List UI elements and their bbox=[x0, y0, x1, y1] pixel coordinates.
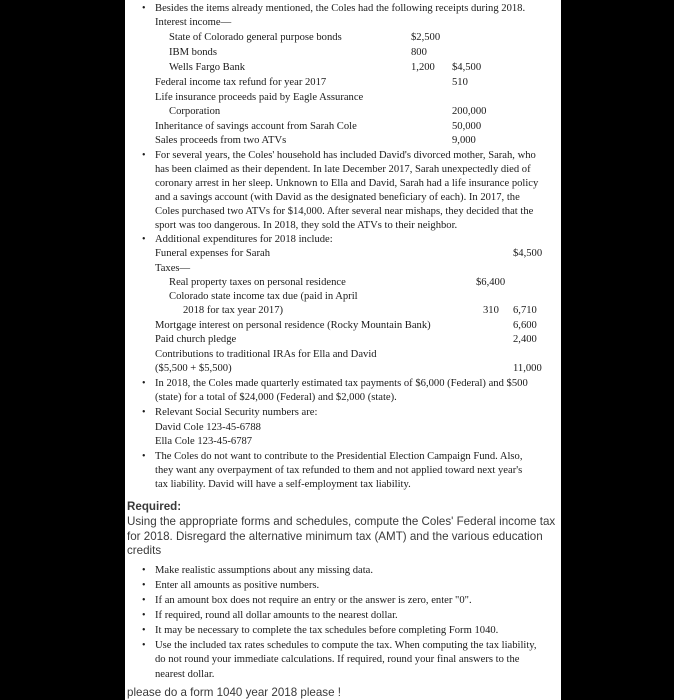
fact-line bbox=[125, 148, 561, 163]
question-page bbox=[125, 0, 561, 700]
required-heading-text: Required: bbox=[127, 500, 182, 513]
bullet-icon: • bbox=[142, 625, 146, 636]
instruction-item bbox=[125, 667, 561, 682]
bullet-icon: • bbox=[142, 150, 146, 161]
instruction-item bbox=[125, 563, 561, 578]
instruction-text: nearest dollar. bbox=[155, 669, 215, 680]
fact-text: Coles purchased two ATVs for $14,000. After several near mishaps, they decided that the bbox=[155, 206, 534, 217]
fact-text: Real property taxes on personal residence bbox=[169, 277, 346, 288]
fact-line bbox=[125, 275, 561, 290]
fact-text: IBM bonds bbox=[169, 47, 217, 58]
fact-text: they want any overpayment of tax refunded to them and not applied toward next year's bbox=[155, 465, 523, 476]
fact-line bbox=[125, 119, 561, 134]
amount: $4,500 bbox=[513, 248, 543, 259]
amount: 310 bbox=[483, 305, 499, 316]
fact-text: Sales proceeds from two ATVs bbox=[155, 135, 287, 146]
fact-line bbox=[125, 190, 561, 205]
fact-line bbox=[125, 347, 561, 362]
fact-text: sport was too dangerous. In 2018, they sold the ATVs to their neighbor. bbox=[155, 220, 458, 231]
fact-line bbox=[125, 218, 561, 233]
fact-line bbox=[125, 162, 561, 177]
fact-text: has been claimed as their dependent. In late December 2017, Sarah unexpectedly died of bbox=[155, 164, 531, 175]
fact-text: The Coles do not want to contribute to the Presidential Election Campaign Fund. Also, bbox=[155, 451, 523, 462]
fact-text: Additional expenditures for 2018 include: bbox=[155, 234, 333, 245]
required-line bbox=[125, 514, 561, 529]
fact-line bbox=[125, 477, 561, 492]
instruction-item bbox=[125, 623, 561, 638]
amount: 2,400 bbox=[513, 334, 537, 345]
fact-text: Corporation bbox=[169, 106, 221, 117]
fact-text: Besides the items already mentioned, the Coles had the following receipts during 2018. bbox=[155, 3, 526, 14]
fact-line bbox=[125, 376, 561, 391]
fact-line bbox=[125, 261, 561, 276]
amount: 6,600 bbox=[513, 320, 537, 331]
bullet-icon: • bbox=[142, 610, 146, 621]
fact-text: In 2018, the Coles made quarterly estimated tax payments of $6,000 (Federal) and $500 bbox=[155, 378, 528, 389]
instruction-item bbox=[125, 608, 561, 623]
instruction-text: do not round your immediate calculations. If required, round your final answers to the bbox=[155, 654, 520, 665]
fact-line bbox=[125, 303, 561, 318]
instruction-text: Use the included tax rates schedules to compute the tax. When computing the tax liability, bbox=[155, 640, 537, 651]
amount: 200,000 bbox=[452, 106, 487, 117]
fact-text: Federal income tax refund for year 2017 bbox=[155, 77, 327, 88]
fact-line bbox=[125, 434, 561, 449]
amount: 11,000 bbox=[513, 363, 542, 374]
fact-text: Funeral expenses for Sarah bbox=[155, 248, 271, 259]
amount: 50,000 bbox=[452, 121, 482, 132]
amount: 800 bbox=[411, 47, 427, 58]
fact-text: State of Colorado general purpose bonds bbox=[169, 32, 342, 43]
fact-text: ($5,500 + $5,500) bbox=[155, 363, 232, 374]
fact-text: Inheritance of savings account from Sarah Cole bbox=[155, 121, 357, 132]
fact-line bbox=[125, 318, 561, 333]
fact-line bbox=[125, 30, 561, 45]
required-line bbox=[125, 543, 561, 558]
fact-line bbox=[125, 90, 561, 105]
fact-line bbox=[125, 176, 561, 191]
fact-line bbox=[125, 390, 561, 405]
user-note bbox=[125, 685, 561, 700]
bullet-icon: • bbox=[142, 595, 146, 606]
fact-text: Colorado state income tax due (paid in April bbox=[169, 291, 358, 302]
amount: $4,500 bbox=[452, 62, 482, 73]
bullet-icon: • bbox=[142, 234, 146, 245]
user-note-text: please do a form 1040 year 2018 please ! bbox=[127, 686, 341, 699]
instruction-text: Make realistic assumptions about any missing data. bbox=[155, 565, 374, 576]
bullet-icon: • bbox=[142, 407, 146, 418]
instruction-item bbox=[125, 638, 561, 653]
required-text: credits bbox=[127, 544, 162, 557]
fact-text: Wells Fargo Bank bbox=[169, 62, 246, 73]
fact-line bbox=[125, 332, 561, 347]
amount: 1,200 bbox=[411, 62, 435, 73]
fact-line bbox=[125, 361, 561, 376]
amount: 9,000 bbox=[452, 135, 476, 146]
amount: $6,400 bbox=[476, 277, 506, 288]
instruction-text: It may be necessary to complete the tax schedules before completing Form 1040. bbox=[155, 625, 499, 636]
bullet-icon: • bbox=[142, 378, 146, 389]
fact-text: Taxes— bbox=[155, 263, 191, 274]
fact-line bbox=[125, 232, 561, 247]
amount: 510 bbox=[452, 77, 468, 88]
instruction-item bbox=[125, 652, 561, 667]
required-text: for 2018. Disregard the alternative minimum tax (AMT) and the various education bbox=[127, 530, 543, 543]
bullet-icon: • bbox=[142, 451, 146, 462]
fact-line bbox=[125, 204, 561, 219]
fact-line bbox=[125, 60, 561, 75]
instruction-item bbox=[125, 578, 561, 593]
fact-text: Life insurance proceeds paid by Eagle Assurance bbox=[155, 92, 364, 103]
instruction-text: If an amount box does not require an entry or the answer is zero, enter "0". bbox=[155, 595, 472, 606]
required-heading bbox=[125, 499, 561, 514]
required-line bbox=[125, 529, 561, 544]
bullet-icon: • bbox=[142, 580, 146, 591]
fact-line bbox=[125, 133, 561, 148]
fact-text: Contributions to traditional IRAs for Ella and David bbox=[155, 349, 377, 360]
fact-text: tax liability. David will have a self-employment tax liability. bbox=[155, 479, 411, 490]
fact-text: For several years, the Coles' household has included David's divorced mother, Sarah, who bbox=[155, 150, 536, 161]
fact-line bbox=[125, 15, 561, 30]
fact-line bbox=[125, 463, 561, 478]
fact-line bbox=[125, 104, 561, 119]
bullet-icon: • bbox=[142, 3, 146, 14]
instruction-item bbox=[125, 593, 561, 608]
fact-text: and a savings account (with David as the designated beneficiary of each). In 2017, the bbox=[155, 192, 520, 203]
fact-text: 2018 for tax year 2017) bbox=[183, 305, 284, 316]
amount: 6,710 bbox=[513, 305, 537, 316]
fact-text: Interest income— bbox=[155, 17, 232, 28]
instruction-text: Enter all amounts as positive numbers. bbox=[155, 580, 320, 591]
required-text: Using the appropriate forms and schedules, compute the Coles' Federal income tax bbox=[127, 515, 556, 528]
fact-text: (state) for a total of $24,000 (Federal) and $2,000 (state). bbox=[155, 392, 397, 403]
fact-text: Mortgage interest on personal residence (Rocky Mountain Bank) bbox=[155, 320, 431, 331]
fact-line bbox=[125, 45, 561, 60]
fact-text: Ella Cole 123-45-6787 bbox=[155, 436, 253, 447]
amount: $2,500 bbox=[411, 32, 441, 43]
fact-text: Paid church pledge bbox=[155, 334, 237, 345]
fact-line bbox=[125, 1, 561, 16]
fact-line bbox=[125, 246, 561, 261]
fact-line bbox=[125, 289, 561, 304]
fact-text: Relevant Social Security numbers are: bbox=[155, 407, 318, 418]
fact-line bbox=[125, 405, 561, 420]
instruction-text: If required, round all dollar amounts to the nearest dollar. bbox=[155, 610, 398, 621]
fact-line bbox=[125, 420, 561, 435]
bullet-icon: • bbox=[142, 640, 146, 651]
fact-line bbox=[125, 75, 561, 90]
fact-line bbox=[125, 449, 561, 464]
fact-text: coronary arrest in her sleep. Unknown to Ella and David, Sarah had a life insurance policy bbox=[155, 178, 539, 189]
fact-text: David Cole 123-45-6788 bbox=[155, 422, 261, 433]
bullet-icon: • bbox=[142, 565, 146, 576]
